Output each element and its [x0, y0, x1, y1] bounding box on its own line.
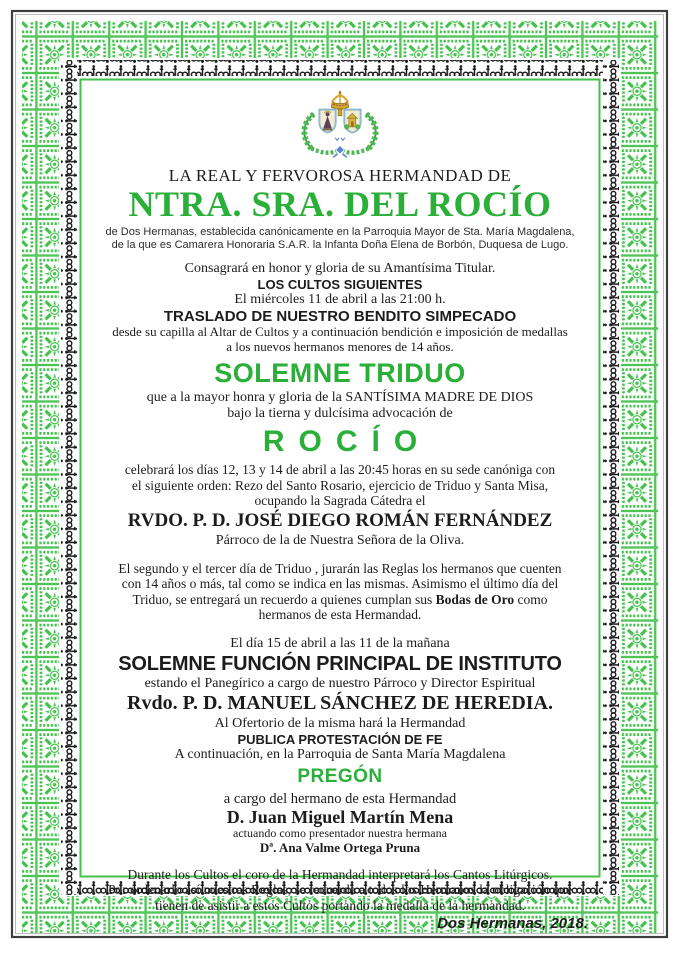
funcion-preacher-name: Rvdo. P. D. MANUEL SÁNCHEZ DE HEREDIA.	[127, 691, 553, 714]
traslado-detail-1: desde su capilla al Altar de Cultos y a continuación bendición e imposición de medallas	[112, 324, 568, 339]
rules-line-3	[82, 592, 598, 608]
closing-line-3: tienen de asistir a estos Cultos portando la medalla de la hermandad.	[155, 897, 525, 913]
rules-line-1: El segundo y el tercer día de Triduo , jurarán las Reglas los hermanos que cuenten	[118, 560, 562, 576]
crest-shield-left	[319, 110, 335, 133]
consecration-line: Consagrará en honor y gloria de su Amantísima Titular.	[184, 261, 496, 276]
rules-line-4: hermanos de esta Hermandad.	[258, 607, 422, 622]
rules-line-3-post: como	[514, 591, 548, 607]
rules-line-2: con 14 años o más, tal como se indica en las mismas. Asimismo el último día del	[121, 576, 559, 591]
traslado-date: El miércoles 11 de abril a las 21:00 h.	[234, 292, 446, 307]
crest-center-post	[338, 109, 342, 116]
triduo-preacher-name: RVDO. P. D. JOSÉ DIEGO ROMÁN FERNÁNDEZ	[127, 509, 553, 531]
continuation-line: A continuación, en la Parroquia de Santa María Magdalena	[174, 746, 506, 762]
closing-line-2: Por ordenarlo así nuestras Reglas, se recuerda a todos los Hermanos la obligación que	[107, 882, 573, 897]
triduo-dedication-1: que a la mayor honra y gloria de la SANTÍSIMA MADRE DE DIOS	[146, 390, 534, 405]
offertory-line: Al Ofertorio de la misma hará la Hermandad	[214, 715, 466, 731]
pregon-speaker-name: D. Juan Miguel Martín Mena	[226, 806, 454, 827]
crest-ribbon	[333, 138, 347, 157]
establishment-subtitle-1: de Dos Hermanas, establecida canónicamente en la Parroquia Mayor de Sta. María Magdalena,	[105, 226, 575, 238]
triduo-schedule-1: celebrará los días 12, 13 y 14 de abril a las 20:45 horas en su sede canóniga con	[124, 462, 556, 477]
advocation-title: ROCÍO	[262, 425, 432, 458]
traslado-detail-2: a los nuevos hermanos menores de 14 años.	[226, 338, 454, 354]
content-area	[82, 86, 598, 932]
cults-heading: LOS CULTOS SIGUIENTES	[257, 277, 423, 292]
pregon-heading: PREGÓN	[297, 765, 383, 787]
signature-place-year: Dos Hermanas, 2018.	[437, 915, 588, 932]
presenter-name: Dª. Ana Valme Ortega Pruna	[259, 839, 421, 855]
rules-line-3-pre: Triduo, se entregará un recuerdo a quienes cumplan sus	[132, 591, 436, 607]
bodas-de-oro-emphasis: Bodas de Oro	[435, 591, 515, 607]
protestation-heading: PUBLICA PROTESTACIÓN DE FE	[237, 731, 443, 747]
crest-shield-right	[344, 110, 360, 133]
presenter-intro: actuando como presentador nuestra hermana	[233, 825, 447, 840]
rules-paragraph	[82, 561, 598, 623]
triduo-preacher-role: Párroco de la de Nuestra Señora de la Oliva.	[215, 532, 465, 548]
funcion-date: El día 15 de abril a las 11 de la mañana	[230, 635, 450, 651]
society-name: LA REAL Y FERVOROSA HERMANDAD DE	[168, 166, 512, 185]
crest-crown	[331, 91, 348, 109]
closing-line-1: Durante los Cultos el coro de la Hermandad interpretará los Cantos Litúrgicos.	[127, 866, 553, 882]
funcion-heading: SOLEMNE FUNCIÓN PRINCIPAL DE INSTITUTO	[118, 652, 562, 675]
hermandad-crest	[294, 88, 386, 159]
closing-paragraph	[82, 867, 598, 914]
pregon-intro: a cargo del hermano de esta Hermandad	[223, 790, 457, 807]
triduo-schedule-3: ocupando la Sagrada Cátedra el	[254, 493, 426, 508]
panegyric-line: estando el Panegírico a cargo de nuestro Párroco y Director Espiritual	[144, 675, 536, 691]
triduo-schedule-2: el siguiente orden: Rezo del Santo Rosario, ejercicio de Triduo y Santa Misa,	[131, 477, 549, 493]
triduo-heading: SOLEMNE TRIDUO	[214, 358, 466, 388]
triduo-dedication-2: bajo la tierna y dulcísima advocación de	[227, 406, 453, 421]
page-title: NTRA. SRA. DEL ROCÍO	[128, 184, 552, 224]
establishment-subtitle-2: de la que es Camarera Honoraria S.A.R. la Infanta Doña Elena de Borbón, Duquesa de Lugo.	[111, 239, 569, 251]
traslado-heading: TRASLADO DE NUESTRO BENDITO SIMPECADO	[163, 308, 517, 325]
